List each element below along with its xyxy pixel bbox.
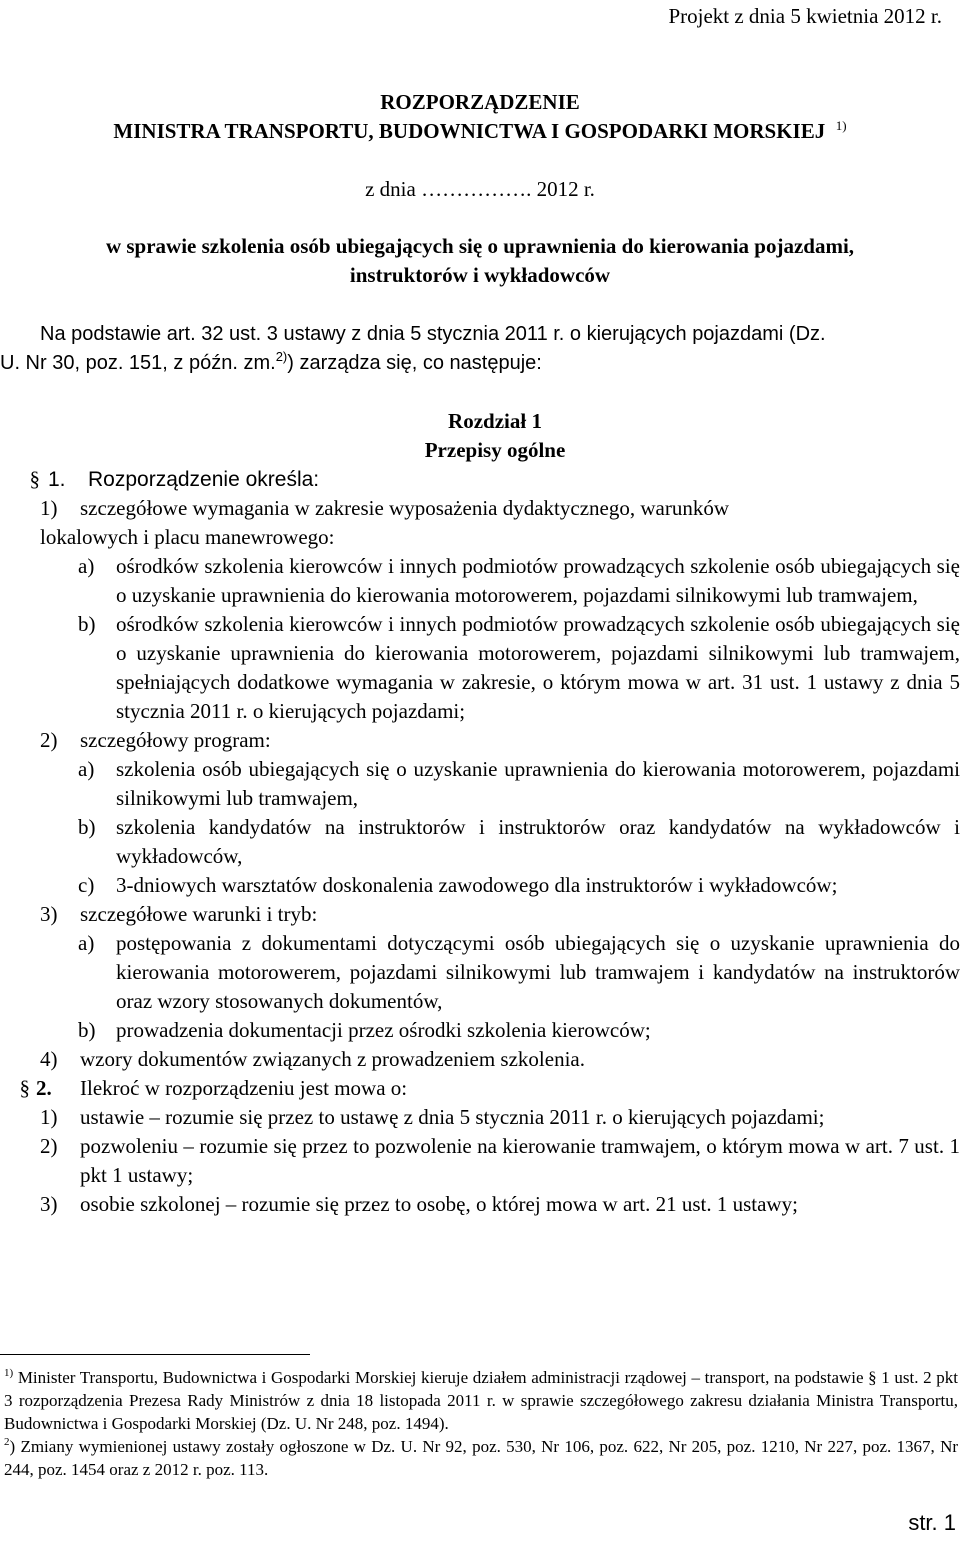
- paragraph-number: 1.: [48, 468, 66, 491]
- paragraph-2-items: [0, 1103, 960, 1219]
- chapter-heading: [0, 407, 960, 465]
- sub-item-text: ośrodków szkolenia kierowców i innych podmiotów prowadzących szkolenie osób ubiegających się o uzyskanie uprawnienia do kierowania motorowerem, pojazdami silnikowymi lub tramwajem,: [116, 554, 960, 607]
- sub-item: [0, 552, 960, 610]
- list-item: [0, 1190, 960, 1219]
- title-line-2: [0, 117, 960, 146]
- paragraph-number: 2.: [36, 1076, 52, 1100]
- sub-item-text: postępowania z dokumentami dotyczącymi osób ubiegających się o uzyskanie uprawnienia do kierowania motorowerem, pojazdami silnikowymi lub tramwajem i kandydatów na instruktorów oraz wzory stosowanych dokumentów,: [116, 931, 960, 1013]
- preamble-line-2b: ) zarządza się, co następuje:: [287, 352, 542, 374]
- paragraph-1-items: [0, 494, 960, 1074]
- list-item-number: 3): [40, 1192, 58, 1216]
- list-item-number: 1): [40, 496, 58, 520]
- regulation-subject: [0, 232, 960, 290]
- footnote-ref-1: 1): [835, 118, 847, 133]
- footnote-2-text: Zmiany wymienionej ustawy zostały ogłoszone w Dz. U. Nr 92, poz. 530, Nr 106, poz. 622, Nr 205, poz. 1210, Nr 227, poz. 1367, Nr 244, poz. 1454 oraz z 2012 r. poz. 113.: [4, 1437, 959, 1479]
- footnote-2-ref: 2: [4, 1436, 10, 1448]
- subject-line-2: instruktorów i wykładowców: [349, 263, 611, 287]
- footnote-separator: [0, 1354, 310, 1355]
- footnotes: [4, 1366, 958, 1481]
- list-item: [0, 494, 960, 523]
- sub-item-letter: b): [78, 815, 96, 839]
- list-item-text: szczegółowy program:: [80, 728, 271, 752]
- sub-item-text: szkolenia osób ubiegających się o uzyskanie uprawnienia do kierowania motorowerem, pojazdami silnikowymi lub tramwajem,: [116, 757, 960, 810]
- date-line: z dnia ……………. 2012 r.: [365, 177, 595, 201]
- footnote-2: [4, 1435, 958, 1481]
- footnote-1: [4, 1366, 958, 1435]
- sub-item-letter: a): [78, 931, 95, 955]
- regulation-body: [0, 465, 960, 1219]
- sub-item-letter: a): [78, 757, 95, 781]
- list-item: [0, 1045, 960, 1074]
- paragraph-2-intro: [0, 1074, 960, 1103]
- list-item-number: 2): [40, 1134, 58, 1158]
- project-date-header: Projekt z dnia 5 kwietnia 2012 r.: [668, 4, 942, 28]
- preamble-line-1: Na podstawie art. 32 ust. 3 ustawy z dnia 5 stycznia 2011 r. o kierujących pojazdami (Dz.: [40, 323, 826, 345]
- list-item-number: 1): [40, 1105, 58, 1129]
- list-item: [0, 1103, 960, 1132]
- paragraph-intro: Rozporządzenie określa:: [88, 468, 320, 491]
- sub-item-text: 3-dniowych warsztatów doskonalenia zawodowego dla instruktorów i wykładowców;: [116, 873, 838, 897]
- chapter-name: Przepisy ogólne: [424, 438, 566, 462]
- sub-item: [0, 929, 960, 1016]
- sub-item-letter: b): [78, 1018, 96, 1042]
- sub-item-letter: b): [78, 612, 96, 636]
- footnote-1-text: Minister Transportu, Budownictwa i Gospodarki Morskiej kieruje działem administracji rządowej – transport, na podstawie § 1 ust. 2 pkt 3 rozporządzenia Prezesa Rady Ministrów z dnia 18 listopada 2011 r. w sprawie szczegółowego zakresu działania Ministra Transportu, Budownictwa i Gospodarki Morskiej (Dz. U. Nr 248, poz. 1494).: [4, 1368, 959, 1433]
- chapter-number: Rozdział 1: [448, 409, 542, 433]
- sub-item-letter: c): [78, 873, 95, 897]
- list-item-text: pozwoleniu – rozumie się przez to pozwolenie na kierowanie tramwajem, o którym mowa w art. 7 ust. 1 pkt 1 ustawy;: [80, 1134, 960, 1187]
- list-item-text: osobie szkolonej – rozumie się przez to osobę, o której mowa w art. 21 ust. 1 ustawy;: [80, 1192, 798, 1216]
- list-item-number: 4): [40, 1047, 58, 1071]
- footnote-ref-2: 2): [275, 349, 288, 364]
- list-item-continuation: lokalowych i placu manewrowego:: [40, 525, 335, 549]
- paragraph-sign: §: [19, 1076, 30, 1100]
- sub-item: [0, 871, 960, 900]
- list-item-text: wzory dokumentów związanych z prowadzeniem szkolenia.: [80, 1047, 585, 1071]
- ministry-name: MINISTRA TRANSPORTU, BUDOWNICTWA I GOSPODARKI MORSKIEJ: [113, 119, 826, 143]
- footnote-1-ref: 1): [4, 1367, 14, 1379]
- footnote-2-ref-tail: ): [9, 1437, 16, 1456]
- list-item-text: ustawie – rozumie się przez to ustawę z dnia 5 stycznia 2011 r. o kierujących pojazdami;: [80, 1105, 825, 1129]
- list-item: [0, 900, 960, 929]
- paragraph-intro: Ilekroć w rozporządzeniu jest mowa o:: [80, 1076, 408, 1100]
- page-number: str. 1: [908, 1510, 956, 1535]
- regulation-title: [0, 88, 960, 204]
- list-item-text: szczegółowe warunki i tryb:: [80, 902, 318, 926]
- list-item-number: 2): [40, 728, 58, 752]
- sub-item: [0, 1016, 960, 1045]
- preamble-line-2: [0, 349, 960, 378]
- list-item: [0, 726, 960, 755]
- list-item: [0, 1132, 960, 1190]
- paragraph-sign: §: [29, 467, 40, 491]
- sub-item-text: szkolenia kandydatów na instruktorów i instruktorów oraz kandydatów na wykładowców i wykładowców,: [116, 815, 960, 868]
- paragraph-1-intro: [0, 465, 960, 494]
- sub-item-text: prowadzenia dokumentacji przez ośrodki szkolenia kierowców;: [116, 1018, 651, 1042]
- preamble-line-2a: U. Nr 30, poz. 151, z późn. zm.: [0, 352, 276, 374]
- sub-item: [0, 813, 960, 871]
- sub-item: [0, 610, 960, 726]
- sub-item-text: ośrodków szkolenia kierowców i innych podmiotów prowadzących szkolenie osób ubiegających się o uzyskanie uprawnienia do kierowania motorowerem, pojazdami silnikowymi lub tramwajem, spełniających dodatkowe wymagania w zakresie, o którym mowa w art. 31 ust. 1 ustawy z dnia 5 stycznia 2011 r. o kierujących pojazdami;: [116, 612, 960, 723]
- subject-line-1: w sprawie szkolenia osób ubiegających się o uprawnienia do kierowania pojazdami,: [105, 234, 855, 258]
- preamble: [0, 320, 960, 378]
- title-line-1: ROZPORZĄDZENIE: [380, 90, 580, 114]
- list-item-text: szczegółowe wymagania w zakresie wyposażenia dydaktycznego, warunków: [80, 496, 729, 520]
- sub-item-letter: a): [78, 554, 95, 578]
- list-item-number: 3): [40, 902, 58, 926]
- sub-item: [0, 755, 960, 813]
